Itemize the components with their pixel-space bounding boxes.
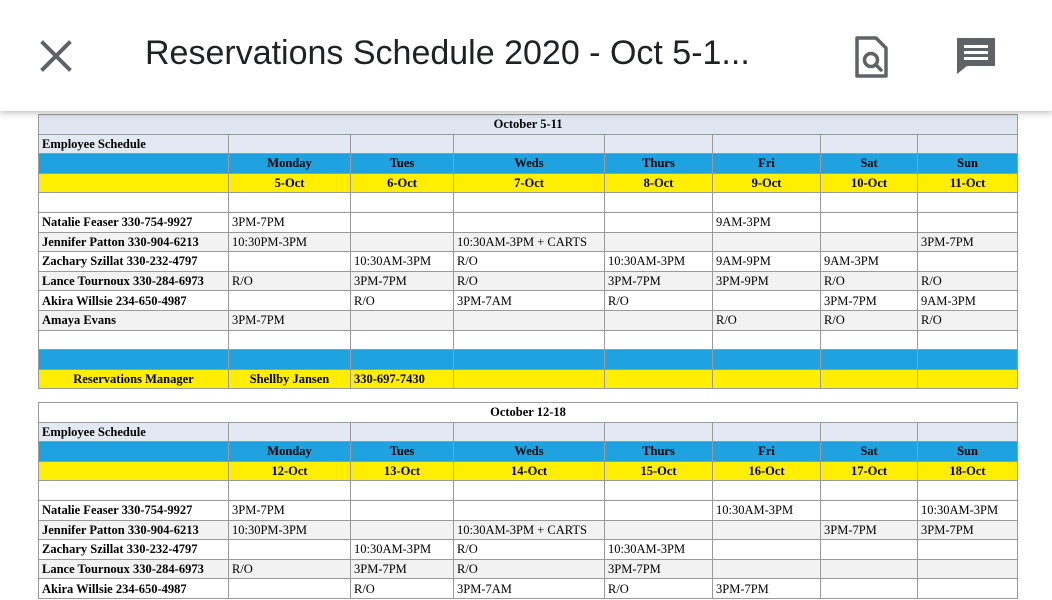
shift-cell[interactable] — [821, 212, 918, 232]
shift-cell[interactable]: R/O — [351, 291, 454, 311]
shift-cell[interactable]: R/O — [821, 310, 918, 330]
employee-row — [39, 252, 1018, 272]
comment-button[interactable] — [955, 34, 999, 78]
shift-cell[interactable] — [605, 500, 713, 520]
shift-cell[interactable]: R/O — [918, 271, 1018, 291]
employee-name: Jennifer Patton 330-904-6213 — [39, 232, 229, 252]
shift-cell[interactable] — [821, 540, 918, 560]
shift-cell[interactable]: 3PM-7PM — [918, 520, 1018, 540]
employee-name: Natalie Feaser 330-754-9927 — [39, 500, 229, 520]
shift-cell[interactable]: 3PM-7PM — [713, 579, 821, 599]
date-header: 10-Oct — [821, 173, 918, 193]
shift-cell[interactable] — [605, 310, 713, 330]
shift-cell[interactable] — [713, 291, 821, 311]
shift-cell[interactable] — [229, 579, 351, 599]
date-header: 12-Oct — [229, 461, 351, 481]
shift-cell[interactable]: 10:30AM-3PM + CARTS — [454, 520, 605, 540]
shift-cell[interactable]: 3PM-7PM — [821, 520, 918, 540]
shift-cell[interactable] — [821, 232, 918, 252]
shift-cell[interactable]: 10:30PM-3PM — [229, 520, 351, 540]
date-header: 13-Oct — [351, 461, 454, 481]
day-header: Tues — [351, 154, 454, 174]
shift-cell[interactable] — [454, 212, 605, 232]
date-header: 6-Oct — [351, 173, 454, 193]
shift-cell[interactable]: 3PM-7PM — [351, 559, 454, 579]
comment-icon — [955, 34, 999, 78]
manager-phone: 330-697-7430 — [351, 369, 454, 389]
date-header: 15-Oct — [605, 461, 713, 481]
week-schedule-table — [38, 114, 1018, 389]
shift-cell[interactable] — [713, 559, 821, 579]
date-header: 16-Oct — [713, 461, 821, 481]
date-header: 9-Oct — [713, 173, 821, 193]
shift-cell[interactable] — [454, 310, 605, 330]
shift-cell[interactable]: R/O — [454, 559, 605, 579]
shift-cell[interactable]: 3PM-7PM — [605, 559, 713, 579]
shift-cell[interactable] — [351, 212, 454, 232]
shift-cell[interactable] — [605, 212, 713, 232]
employee-name: Lance Tournoux 330-284-6973 — [39, 559, 229, 579]
shift-cell[interactable]: 10:30PM-3PM — [229, 232, 351, 252]
day-header: Weds — [454, 154, 605, 174]
shift-cell[interactable]: 9AM-3PM — [713, 212, 821, 232]
employee-name: Akira Willsie 234-650-4987 — [39, 579, 229, 599]
document-search-icon — [852, 34, 892, 80]
day-header: Sun — [918, 442, 1018, 462]
employee-name: Zachary Szillat 330-232-4797 — [39, 252, 229, 272]
shift-cell[interactable] — [713, 232, 821, 252]
blank-row — [39, 330, 1018, 350]
shift-cell[interactable]: R/O — [229, 559, 351, 579]
shift-cell[interactable]: 3PM-7PM — [229, 212, 351, 232]
shift-cell[interactable] — [713, 520, 821, 540]
shift-cell[interactable]: 3PM-7PM — [229, 310, 351, 330]
shift-cell[interactable] — [821, 579, 918, 599]
day-header: Thurs — [605, 442, 713, 462]
shift-cell[interactable]: 3PM-7PM — [918, 232, 1018, 252]
employee-name: Lance Tournoux 330-284-6973 — [39, 271, 229, 291]
shift-cell[interactable] — [918, 559, 1018, 579]
shift-cell[interactable]: 9AM-9PM — [713, 252, 821, 272]
shift-cell[interactable] — [821, 500, 918, 520]
employee-row — [39, 310, 1018, 330]
day-header-row — [39, 154, 1018, 174]
shift-cell[interactable] — [605, 520, 713, 540]
shift-cell[interactable]: R/O — [713, 310, 821, 330]
shift-cell[interactable] — [351, 520, 454, 540]
shift-cell[interactable] — [229, 291, 351, 311]
shift-cell[interactable]: R/O — [918, 310, 1018, 330]
employee-row — [39, 291, 1018, 311]
shift-cell[interactable] — [351, 232, 454, 252]
date-header: 7-Oct — [454, 173, 605, 193]
section-label-row — [39, 134, 1018, 154]
day-header: Weds — [454, 442, 605, 462]
employee-name: Zachary Szillat 330-232-4797 — [39, 540, 229, 560]
shift-cell[interactable]: 10:30AM-3PM — [918, 500, 1018, 520]
day-header: Thurs — [605, 154, 713, 174]
shift-cell[interactable]: 9AM-3PM — [821, 252, 918, 272]
week-title-row — [39, 403, 1018, 423]
date-header: 5-Oct — [229, 173, 351, 193]
blank-row — [39, 193, 1018, 213]
preview-button[interactable] — [852, 34, 892, 80]
shift-cell[interactable] — [454, 500, 605, 520]
shift-cell[interactable]: R/O — [229, 271, 351, 291]
week-title-row — [39, 115, 1018, 135]
employee-row — [39, 540, 1018, 560]
day-header: Tues — [351, 442, 454, 462]
date-header-row — [39, 173, 1018, 193]
day-header: Sun — [918, 154, 1018, 174]
section-label: Employee Schedule — [39, 422, 229, 442]
close-button[interactable] — [36, 36, 76, 76]
shift-cell[interactable] — [713, 540, 821, 560]
day-header: Fri — [713, 154, 821, 174]
employee-row — [39, 271, 1018, 291]
shift-cell[interactable] — [918, 579, 1018, 599]
day-header: Sat — [821, 154, 918, 174]
employee-name: Amaya Evans — [39, 310, 229, 330]
shift-cell[interactable]: R/O — [605, 291, 713, 311]
shift-cell[interactable]: 3PM-7AM — [454, 291, 605, 311]
shift-cell[interactable]: 3PM-7PM — [351, 271, 454, 291]
shift-cell[interactable]: 3PM-7PM — [229, 500, 351, 520]
date-header: 14-Oct — [454, 461, 605, 481]
day-header: Sat — [821, 442, 918, 462]
shift-cell[interactable]: 3PM-9PM — [713, 271, 821, 291]
app-bar — [0, 0, 1052, 111]
shift-cell[interactable]: 10:30AM-3PM — [351, 252, 454, 272]
employee-name: Natalie Feaser 330-754-9927 — [39, 212, 229, 232]
shift-cell[interactable]: 10:30AM-3PM — [351, 540, 454, 560]
shift-cell[interactable]: 10:30AM-3PM — [605, 252, 713, 272]
shift-cell[interactable]: 10:30AM-3PM + CARTS — [454, 232, 605, 252]
shift-cell[interactable]: R/O — [821, 271, 918, 291]
employee-row — [39, 232, 1018, 252]
shift-cell[interactable]: R/O — [605, 579, 713, 599]
close-icon — [36, 36, 76, 76]
blank-row — [39, 481, 1018, 501]
day-header: Fri — [713, 442, 821, 462]
manager-row — [39, 369, 1018, 389]
employee-name: Akira Willsie 234-650-4987 — [39, 291, 229, 311]
week-title: October 12-18 — [39, 403, 1018, 423]
date-header-row — [39, 461, 1018, 481]
shift-cell[interactable] — [918, 540, 1018, 560]
shift-cell[interactable]: R/O — [351, 579, 454, 599]
shift-cell[interactable]: 10:30AM-3PM — [713, 500, 821, 520]
shift-cell[interactable]: R/O — [454, 540, 605, 560]
shift-cell[interactable]: 3PM-7AM — [454, 579, 605, 599]
employee-row — [39, 520, 1018, 540]
shift-cell[interactable] — [821, 559, 918, 579]
shift-cell[interactable] — [229, 540, 351, 560]
section-label: Employee Schedule — [39, 134, 229, 154]
shift-cell[interactable]: 3PM-7PM — [605, 271, 713, 291]
shift-cell[interactable] — [229, 252, 351, 272]
document-title: Reservations Schedule 2020 - Oct 5-1... — [145, 34, 750, 72]
shift-cell[interactable] — [605, 232, 713, 252]
manager-label: Reservations Manager — [39, 369, 229, 389]
week-title: October 5-11 — [39, 115, 1018, 135]
date-header: 11-Oct — [918, 173, 1018, 193]
day-header: Monday — [229, 442, 351, 462]
divider-row — [39, 350, 1018, 370]
employee-row — [39, 559, 1018, 579]
employee-name: Jennifer Patton 330-904-6213 — [39, 520, 229, 540]
employee-row — [39, 579, 1018, 599]
shift-cell[interactable]: R/O — [454, 271, 605, 291]
day-header: Monday — [229, 154, 351, 174]
employee-row — [39, 500, 1018, 520]
section-label-row — [39, 422, 1018, 442]
shift-cell[interactable] — [351, 310, 454, 330]
manager-name: Shellby Jansen — [229, 369, 351, 389]
date-header: 18-Oct — [918, 461, 1018, 481]
employee-row — [39, 212, 1018, 232]
week-schedule-table — [38, 402, 1018, 599]
day-header-row — [39, 442, 1018, 462]
spreadsheet-view[interactable] — [0, 111, 1052, 600]
shift-cell[interactable] — [918, 212, 1018, 232]
shift-cell[interactable]: 3PM-7PM — [821, 291, 918, 311]
shift-cell[interactable]: R/O — [454, 252, 605, 272]
date-header: 17-Oct — [821, 461, 918, 481]
shift-cell[interactable]: 10:30AM-3PM — [605, 540, 713, 560]
date-header: 8-Oct — [605, 173, 713, 193]
shift-cell[interactable] — [351, 500, 454, 520]
shift-cell[interactable]: 9AM-3PM — [918, 291, 1018, 311]
shift-cell[interactable] — [918, 252, 1018, 272]
